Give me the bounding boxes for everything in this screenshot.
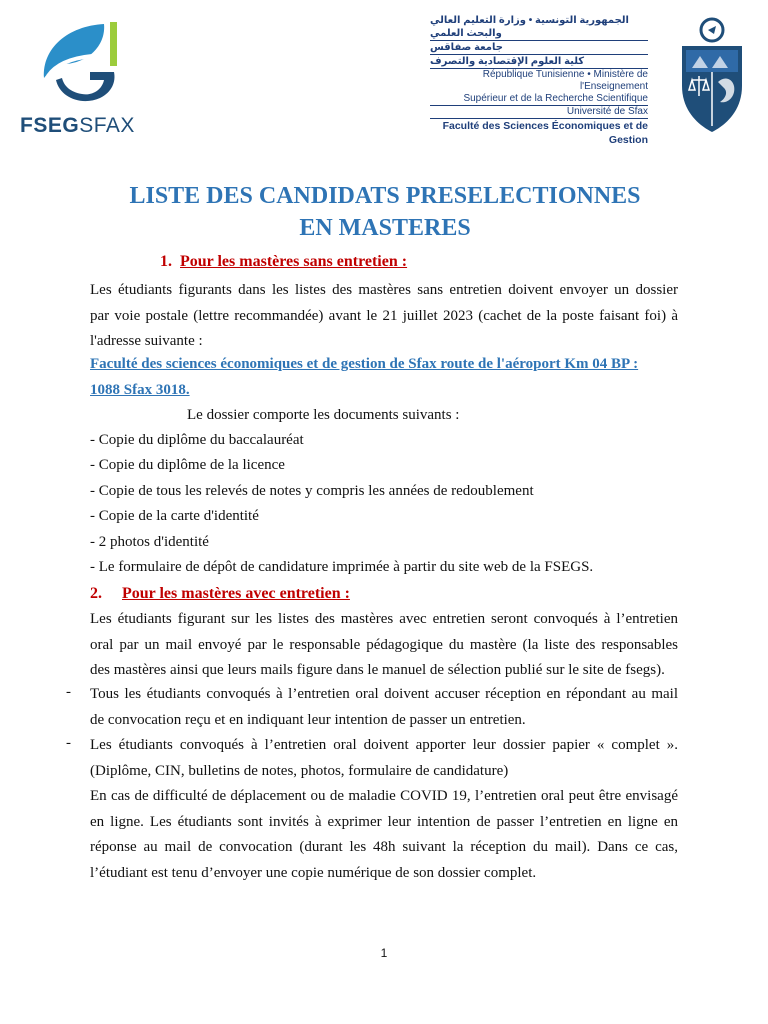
- document-title: [60, 180, 710, 244]
- text-line: l'adresse suivante :: [90, 333, 203, 349]
- text-line: oral par un mail envoyé par le responsable pédagogique du mastère (la liste des responsables: [90, 636, 678, 653]
- text-line: l’étudiant est tenu d’envoyer une copie numérique de son dossier complet.: [90, 864, 537, 881]
- bullet-1: [90, 682, 678, 733]
- french-line-4: Faculté des Sciences Économiques et de Gestion: [442, 120, 648, 146]
- arabic-line-1: الجمهورية التونسية • وزارة التعليم العالي والبحث العلمي: [430, 14, 648, 41]
- document-item: - Le formulaire de dépôt de candidature imprimée à partir du site web de la FSEGS.: [90, 559, 594, 575]
- text-line: réponse au mail de convocation (durant les 48h suivant la réception du mail). Dans ce cas,: [90, 839, 678, 855]
- document-item: - Copie du diplôme de la licence: [90, 457, 285, 473]
- text-line: Les étudiants convoqués à l’entretien oral doivent apporter leur dossier papier « complet ».: [90, 737, 678, 753]
- text-line: des mastères ainsi que leurs mails figure dans le manuel de sélection publié sur le site de fsegs).: [90, 662, 665, 678]
- bullet-2: [90, 733, 678, 784]
- text-line: Les étudiants figurant sur les listes des mastères avec entretien seront convoqués à l’entretien: [90, 611, 678, 627]
- documents-intro: Le dossier comporte les documents suivants :: [187, 407, 460, 423]
- fsegsfax-logo: [20, 18, 150, 136]
- section-1-title: Pour les mastères sans entretien :: [180, 253, 408, 270]
- text-line: Les étudiants figurants dans les listes des mastères sans entretien doivent envoyer un dossier: [90, 282, 678, 298]
- text-line: Tous les étudiants convoqués à l’entretien oral doivent accuser réception en répondant au mail: [90, 686, 678, 702]
- document-item: - 2 photos d'identité: [90, 534, 209, 550]
- section-2-number: 2.: [90, 585, 102, 602]
- french-line-3: Université de Sfax: [430, 106, 648, 119]
- page-number: 1: [380, 946, 388, 960]
- logo-mark-icon: [38, 18, 134, 108]
- title-line-2: EN MASTERES: [299, 215, 471, 241]
- postal-address: [90, 352, 680, 403]
- institution-header: [430, 14, 648, 147]
- text-line: en ligne. Les étudiants sont invités à exprimer leur intention de passer l’entretien en ligne en: [90, 813, 678, 830]
- section-1-heading: [160, 252, 407, 272]
- section-2-paragraph: [90, 607, 678, 684]
- covid-paragraph: [90, 784, 678, 886]
- logo-wordmark: FSEGSFAX: [20, 114, 135, 137]
- document-item: - Copie du diplôme du baccalauréat: [90, 432, 304, 448]
- document-item: - Copie de tous les relevés de notes y compris les années de redoublement: [90, 483, 534, 499]
- document-item: - Copie de la carte d'identité: [90, 508, 259, 524]
- tunisia-coat-of-arms-icon: [678, 16, 746, 134]
- title-line-1: LISTE DES CANDIDATS PRESELECTIONNES: [129, 183, 641, 209]
- arabic-line-2: جامعة صفاقس: [430, 41, 648, 55]
- arabic-line-3: كلية العلوم الإقتصادية والتصرف: [430, 55, 648, 69]
- bullet-dash: -: [66, 684, 71, 700]
- french-line-1: République Tunisienne • Ministère de l'Enseignement: [482, 69, 648, 92]
- section-2-heading: [90, 584, 350, 604]
- bullet-dash: -: [66, 735, 71, 751]
- text-line: par voie postale (lettre recommandée) avant le 21 juillet 2023 (cachet de la poste faisant foi) à: [90, 307, 678, 324]
- section-2-title: Pour les mastères avec entretien :: [122, 585, 350, 602]
- address-line-2: 1088 Sfax 3018.: [90, 381, 190, 398]
- french-line-2: Supérieur et de la Recherche Scientifique: [430, 93, 648, 106]
- section-1-paragraph: [90, 278, 678, 355]
- section-1-number: 1.: [160, 253, 172, 270]
- text-line: de convocation reçu et en indiquant leur intention de passer un entretien.: [90, 711, 526, 728]
- text-line: (Diplôme, CIN, bulletins de notes, photos, formulaire de candidature): [90, 762, 509, 779]
- address-line-1: Faculté des sciences économiques et de gestion de Sfax route de l'aéroport Km 04 BP :: [90, 356, 639, 372]
- text-line: En cas de difficulté de déplacement ou de maladie COVID 19, l’entretien oral peut être envisagé: [90, 788, 678, 804]
